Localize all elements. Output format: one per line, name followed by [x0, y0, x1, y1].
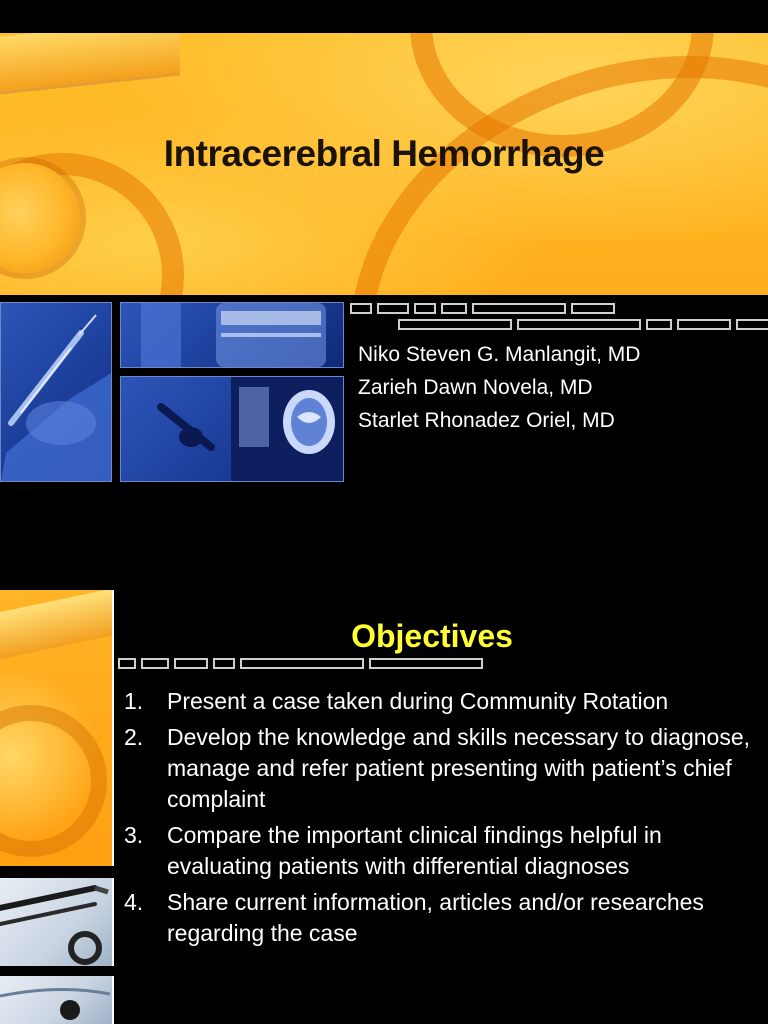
item-number: 1. [124, 688, 144, 714]
decorative-dash-row [118, 658, 483, 669]
item-number: 3. [124, 822, 144, 848]
objectives-slide [0, 590, 768, 1024]
syringe-photo [0, 302, 112, 482]
author-name: Starlet Rhonadez Oriel, MD [358, 409, 615, 432]
brain-scan-photo [120, 376, 344, 482]
medicine-vial-photo [120, 302, 344, 368]
item-number: 2. [124, 724, 144, 750]
list-item [120, 887, 760, 949]
decorative-dash-row [350, 303, 615, 314]
slide-title: Intracerebral Hemorrhage [163, 133, 605, 174]
list-item [120, 820, 760, 882]
objectives-list [120, 686, 760, 954]
stethoscope-chestpiece-decoration [0, 705, 107, 857]
author-list [358, 338, 640, 437]
stethoscope-photo [0, 878, 114, 966]
list-item [120, 722, 760, 815]
slide-title: Objectives [351, 618, 513, 654]
item-text: Share current information, articles and/or researches regarding the case [167, 889, 704, 946]
stethoscope-photo [0, 976, 114, 1024]
author-name: Niko Steven G. Manlangit, MD [358, 343, 641, 366]
header-banner [0, 33, 768, 295]
list-item [120, 686, 760, 717]
author-name: Zarieh Dawn Novela, MD [358, 376, 593, 399]
item-text: Present a case taken during Community Rotation [167, 688, 669, 714]
item-text: Develop the knowledge and skills necessary to diagnose, manage and refer patient presenting with patient’s chief complaint [167, 724, 751, 812]
item-number: 4. [124, 889, 144, 915]
title-slide [0, 33, 768, 580]
item-text: Compare the important clinical findings helpful in evaluating patients with differential diagnoses [167, 822, 662, 879]
stethoscope-tube-decoration [0, 33, 180, 94]
decorative-dash-row [398, 319, 768, 330]
